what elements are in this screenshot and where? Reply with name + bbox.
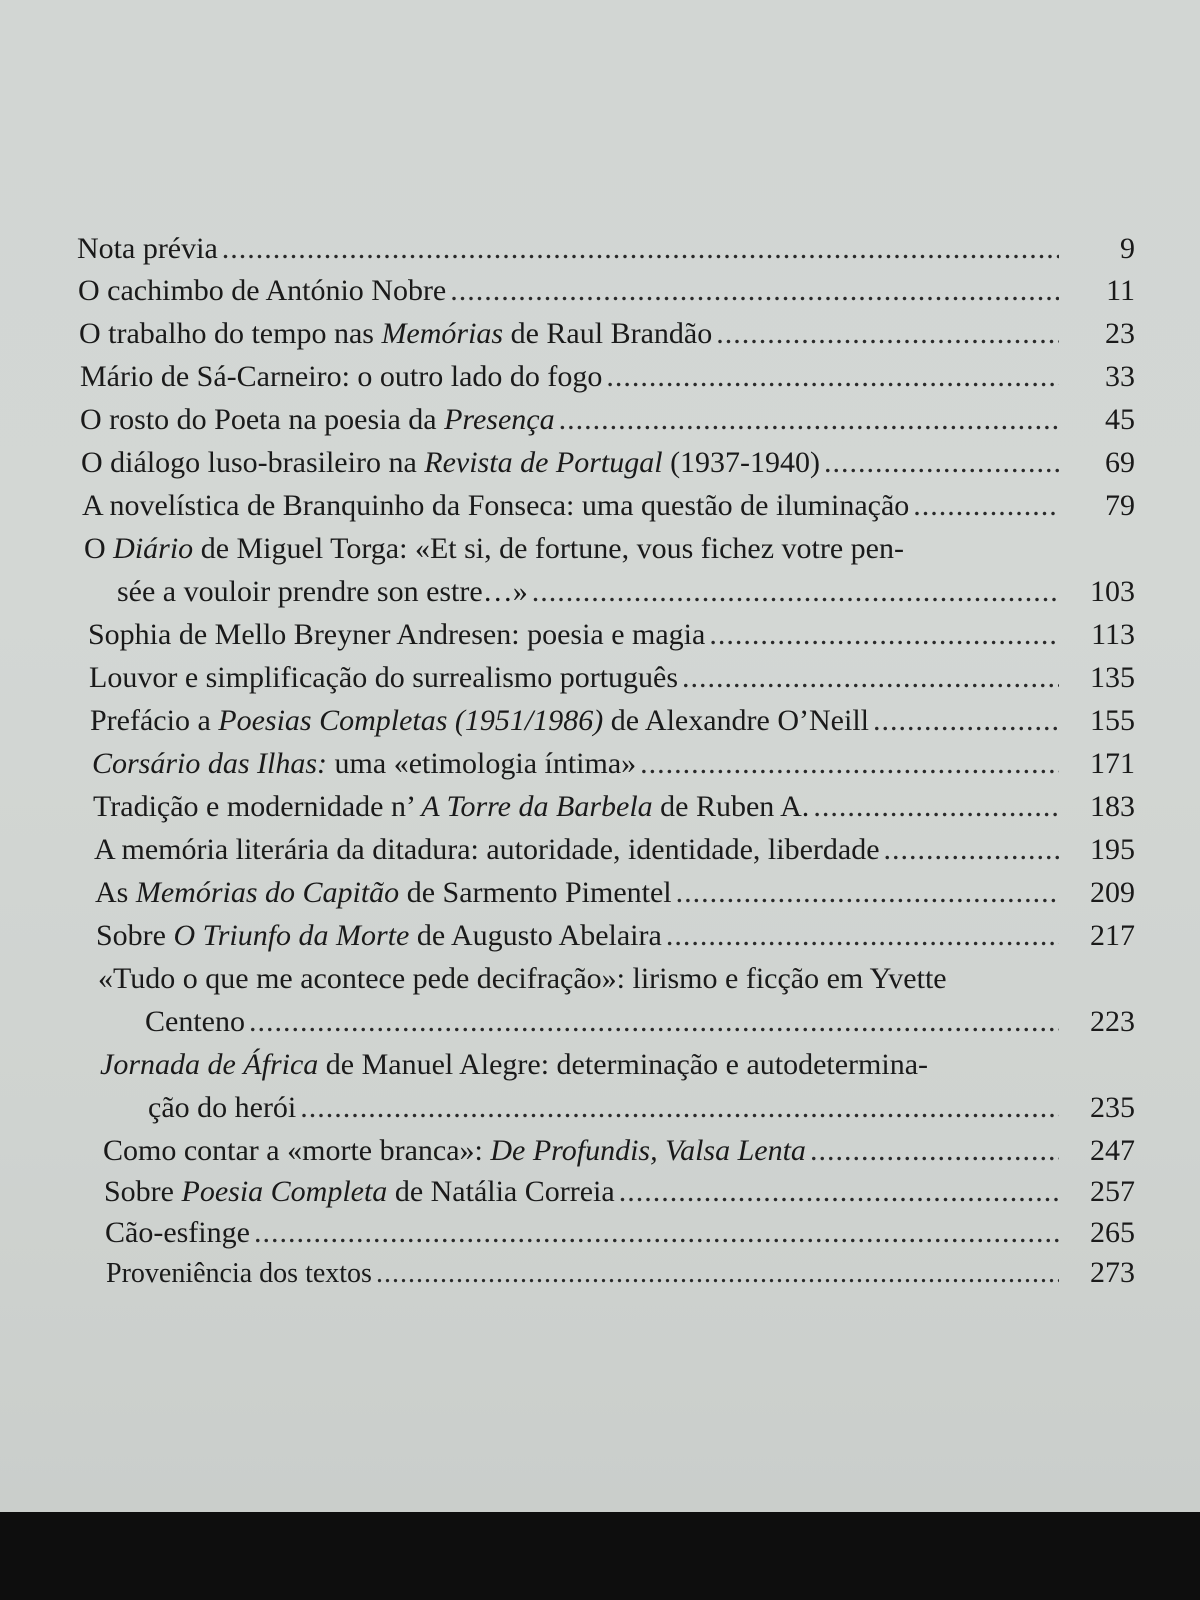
leader-dots bbox=[884, 833, 1059, 867]
leader-dots bbox=[300, 1091, 1059, 1125]
toc-page-number: 217 bbox=[1090, 919, 1135, 952]
leader-dots bbox=[810, 1134, 1059, 1168]
toc-page-number: 171 bbox=[1090, 747, 1135, 780]
toc-entry-title: Corsário das Ilhas: uma «etimologia íntima» bbox=[92, 747, 637, 780]
leader-dots bbox=[676, 876, 1059, 910]
toc-entry bbox=[80, 360, 1135, 400]
leader-dots bbox=[254, 1216, 1059, 1250]
toc-page-number: 183 bbox=[1090, 790, 1135, 823]
toc-entry bbox=[90, 704, 1135, 744]
toc-entry-title: O diálogo luso-brasileiro na Revista de Portugal (1937-1940) bbox=[81, 446, 821, 479]
toc-entry-title: «Tudo o que me acontece pede decifração»: lirismo e ficção em Yvette bbox=[98, 962, 947, 995]
toc-entry bbox=[89, 661, 1135, 701]
toc-entry-title: Jornada de África de Manuel Alegre: determinação e autodetermina- bbox=[100, 1048, 929, 1081]
toc-page-number: 273 bbox=[1090, 1256, 1135, 1289]
toc-entry bbox=[96, 919, 1135, 959]
leader-dots bbox=[709, 618, 1059, 652]
toc-entry-title-continued: ção do herói bbox=[148, 1091, 297, 1124]
toc-entry bbox=[80, 403, 1135, 443]
leader-dots bbox=[873, 704, 1059, 738]
toc-entry-title: Tradição e modernidade n’ A Torre da Barbela de Ruben A. bbox=[93, 790, 810, 823]
toc-entry-title: Mário de Sá-Carneiro: o outro lado do fogo bbox=[80, 360, 603, 393]
toc-page-number: 11 bbox=[1106, 274, 1135, 307]
toc-page-number: 33 bbox=[1105, 360, 1135, 393]
toc-entry bbox=[117, 575, 1135, 615]
toc-page-number: 113 bbox=[1091, 618, 1135, 651]
toc-entry-title: Nota prévia bbox=[77, 232, 218, 265]
toc-page-number: 45 bbox=[1105, 403, 1135, 436]
leader-dots bbox=[666, 919, 1059, 953]
toc-entry bbox=[94, 833, 1135, 873]
toc-entry-title: As Memórias do Capitão de Sarmento Pimentel bbox=[95, 876, 672, 909]
toc-entry bbox=[81, 446, 1135, 486]
leader-dots bbox=[606, 360, 1059, 394]
toc-entry-title: Proveniência dos textos bbox=[106, 1258, 372, 1289]
toc-page-number: 9 bbox=[1120, 232, 1135, 265]
leader-dots bbox=[813, 790, 1059, 824]
leader-dots bbox=[619, 1175, 1059, 1209]
toc-entry-title-continued: Centeno bbox=[145, 1005, 245, 1038]
toc-page-number: 69 bbox=[1105, 446, 1135, 479]
leader-dots bbox=[913, 489, 1059, 523]
page-bottom-edge bbox=[0, 1512, 1200, 1600]
toc-entry-title: Sobre Poesia Completa de Natália Correia bbox=[104, 1175, 615, 1208]
leader-dots bbox=[532, 575, 1059, 609]
toc-page-number: 135 bbox=[1090, 661, 1135, 694]
toc-entry bbox=[104, 1175, 1135, 1215]
toc-entry-title: O Diário de Miguel Torga: «Et si, de fortune, vous fichez votre pen- bbox=[84, 532, 904, 565]
toc-entry-title: Prefácio a Poesias Completas (1951/1986) de Alexandre O’Neill bbox=[90, 704, 869, 737]
toc-page-number: 235 bbox=[1090, 1091, 1135, 1124]
toc-page-number: 79 bbox=[1105, 489, 1135, 522]
toc-entry bbox=[148, 1091, 1135, 1131]
toc-entry-title: O trabalho do tempo nas Memórias de Raul Brandão bbox=[79, 317, 713, 350]
toc-page-number: 265 bbox=[1090, 1216, 1135, 1249]
toc-page-number: 195 bbox=[1090, 833, 1135, 866]
toc-entry bbox=[105, 1216, 1135, 1256]
toc-entry-title: A novelística de Branquinho da Fonseca: uma questão de iluminação bbox=[82, 489, 910, 522]
toc-page-number: 23 bbox=[1105, 317, 1135, 350]
toc-entry-title: A memória literária da ditadura: autoridade, identidade, liberdade bbox=[94, 833, 880, 866]
toc-entry-title: O cachimbo de António Nobre bbox=[78, 274, 447, 307]
toc-page-number: 209 bbox=[1090, 876, 1135, 909]
toc-entry bbox=[82, 489, 1135, 529]
leader-dots bbox=[249, 1005, 1059, 1039]
toc-page-number: 155 bbox=[1090, 704, 1135, 737]
leader-dots bbox=[376, 1258, 1059, 1290]
toc-entry-title: O rosto do Poeta na poesia da Presença bbox=[80, 403, 555, 436]
leader-dots bbox=[559, 403, 1059, 437]
toc-entry bbox=[106, 1256, 1135, 1296]
toc-entry bbox=[88, 618, 1135, 658]
toc-entry-title: Sobre O Triunfo da Morte de Augusto Abelaira bbox=[96, 919, 662, 952]
toc-entry bbox=[93, 790, 1135, 830]
leader-dots bbox=[222, 232, 1059, 266]
leader-dots bbox=[682, 661, 1059, 695]
leader-dots bbox=[640, 747, 1059, 781]
toc-entry bbox=[95, 876, 1135, 916]
toc-entry-title: Cão-esfinge bbox=[105, 1216, 250, 1249]
toc-page-number: 247 bbox=[1090, 1134, 1135, 1167]
toc-page-number: 103 bbox=[1090, 575, 1135, 608]
toc-entry-title: Como contar a «morte branca»: De Profundis, Valsa Lenta bbox=[103, 1134, 806, 1167]
leader-dots bbox=[824, 446, 1059, 480]
toc-entry-title: Sophia de Mello Breyner Andresen: poesia e magia bbox=[88, 618, 706, 651]
leader-dots bbox=[716, 317, 1059, 351]
toc-entry bbox=[145, 1005, 1135, 1045]
toc-entry bbox=[79, 317, 1135, 357]
toc-entry-title: Louvor e simplificação do surrealismo português bbox=[89, 661, 679, 694]
toc-entry-title-continued: sée a vouloir prendre son estre…» bbox=[117, 575, 528, 608]
toc-entry bbox=[103, 1134, 1135, 1174]
leader-dots bbox=[450, 274, 1059, 308]
toc-entry bbox=[78, 274, 1135, 314]
toc-entry bbox=[77, 232, 1135, 272]
toc-entry bbox=[92, 747, 1135, 787]
toc-page-number: 223 bbox=[1090, 1005, 1135, 1038]
toc-page-number: 257 bbox=[1090, 1175, 1135, 1208]
